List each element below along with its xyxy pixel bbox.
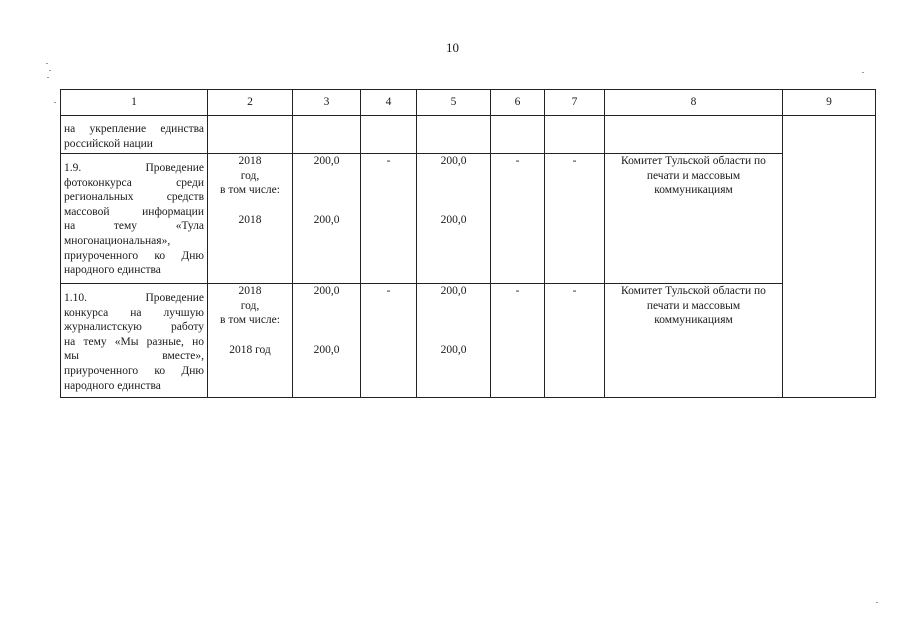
period-line: год, bbox=[240, 299, 260, 312]
event-line: конкурса на лучшую bbox=[64, 306, 204, 319]
executor-line: коммуникациям bbox=[654, 184, 733, 197]
event-line: мы вместе», bbox=[64, 350, 204, 363]
executor-cell bbox=[605, 154, 783, 284]
event-line: на тему «Тула bbox=[64, 220, 204, 233]
executor-line: коммуникациям bbox=[654, 314, 733, 327]
page-number: 10 bbox=[446, 40, 459, 55]
scan-speck bbox=[49, 70, 51, 71]
header-cell-4: 4 bbox=[361, 90, 417, 116]
executor-line: Комитет Тульской области по bbox=[621, 285, 766, 297]
event-line: приуроченного ко Дню bbox=[64, 364, 204, 377]
header-cell-7: 7 bbox=[545, 90, 605, 116]
scan-speck bbox=[876, 602, 878, 603]
executor-line: Комитет Тульской области по bbox=[621, 155, 766, 167]
col4-cell bbox=[361, 116, 417, 154]
executor-cell bbox=[605, 284, 783, 398]
col6-cell: - bbox=[491, 284, 545, 398]
table-row bbox=[61, 284, 876, 398]
col5-value: 200,0 bbox=[440, 155, 467, 167]
col4-cell: - bbox=[361, 154, 417, 284]
executor-line: печати и массовым bbox=[646, 299, 741, 312]
total-cell bbox=[293, 284, 361, 398]
period-cell bbox=[208, 116, 293, 154]
period-cell bbox=[208, 284, 293, 398]
table-row bbox=[61, 154, 876, 284]
total-value: 200,0 bbox=[313, 285, 340, 297]
event-line: журналистскую работу bbox=[64, 321, 204, 334]
event-cell bbox=[61, 116, 208, 154]
event-line: 1.10. Проведение bbox=[64, 292, 204, 304]
event-line: народного единства bbox=[64, 379, 161, 392]
col5-year-value: 200,0 bbox=[440, 343, 467, 356]
col4-cell: - bbox=[361, 284, 417, 398]
total-year-value: 200,0 bbox=[313, 343, 340, 356]
event-line: российской нации bbox=[64, 137, 153, 150]
event-line: многонациональная», bbox=[64, 234, 171, 247]
total-year-value: 200,0 bbox=[313, 213, 340, 226]
plan-table bbox=[60, 89, 876, 398]
period-line: 2018 bbox=[238, 155, 262, 167]
period-line: год, bbox=[240, 169, 260, 182]
col7-cell: - bbox=[545, 284, 605, 398]
header-cell-5: 5 bbox=[417, 90, 491, 116]
event-cell bbox=[61, 154, 208, 284]
header-cell-9: 9 bbox=[783, 90, 876, 116]
event-line: народного единства bbox=[64, 264, 161, 277]
header-cell-8: 8 bbox=[605, 90, 783, 116]
event-line: региональных средств bbox=[64, 191, 204, 204]
event-line: фотоконкурса среди bbox=[64, 176, 204, 189]
period-cell bbox=[208, 154, 293, 284]
col5-value: 200,0 bbox=[440, 285, 467, 297]
scan-speck bbox=[54, 102, 56, 103]
period-line: в том числе: bbox=[220, 184, 280, 197]
scan-speck bbox=[47, 77, 49, 78]
period-year: 2018 bbox=[238, 213, 262, 226]
period-year: 2018 год bbox=[229, 343, 271, 356]
header-cell-2: 2 bbox=[208, 90, 293, 116]
scan-speck bbox=[46, 63, 48, 64]
col6-cell: - bbox=[491, 154, 545, 284]
header-cell-6: 6 bbox=[491, 90, 545, 116]
header-cell-1: 1 bbox=[61, 90, 208, 116]
col6-cell bbox=[491, 116, 545, 154]
col5-year-value: 200,0 bbox=[440, 213, 467, 226]
col5-cell bbox=[417, 154, 491, 284]
event-line: приуроченного ко Дню bbox=[64, 249, 204, 262]
event-line: 1.9. Проведение bbox=[64, 162, 204, 174]
col5-cell bbox=[417, 116, 491, 154]
event-line: на тему «Мы разные, но bbox=[64, 335, 204, 348]
col5-cell bbox=[417, 284, 491, 398]
event-cell bbox=[61, 284, 208, 398]
scan-speck bbox=[862, 72, 864, 73]
col7-cell: - bbox=[545, 154, 605, 284]
total-cell bbox=[293, 154, 361, 284]
total-value: 200,0 bbox=[313, 155, 340, 167]
col9-cell bbox=[783, 116, 876, 398]
col7-cell bbox=[545, 116, 605, 154]
period-line: в том числе: bbox=[220, 314, 280, 327]
executor-cell bbox=[605, 116, 783, 154]
period-line: 2018 bbox=[238, 285, 262, 297]
table-row-continued bbox=[61, 116, 876, 154]
executor-line: печати и массовым bbox=[646, 169, 741, 182]
header-cell-3: 3 bbox=[293, 90, 361, 116]
event-line: на укрепление единства bbox=[64, 123, 204, 135]
total-cell bbox=[293, 116, 361, 154]
header-row bbox=[61, 90, 876, 116]
event-line: массовой информации bbox=[64, 205, 204, 218]
